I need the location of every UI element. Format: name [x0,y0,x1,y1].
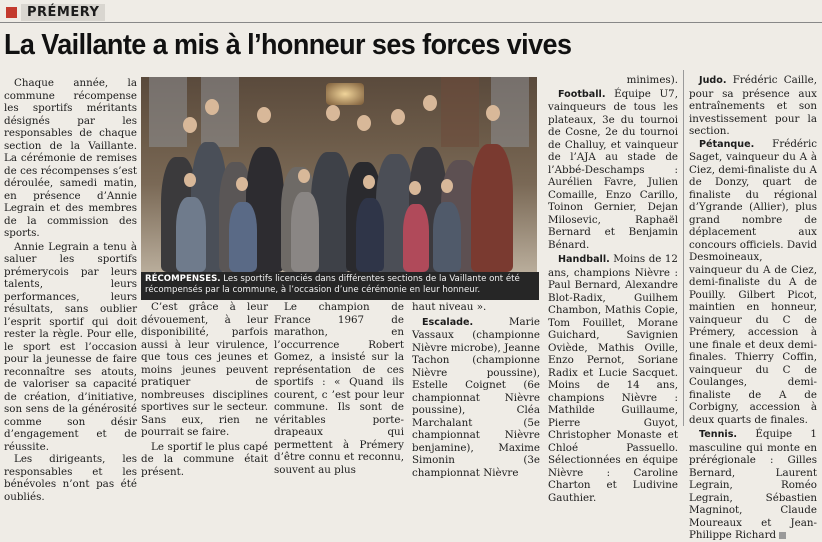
col6-petanque [689,138,817,427]
column-2 [141,287,268,478]
handball-label: Handball. [558,254,610,265]
end-mark-icon [779,532,786,539]
escalade-text: Marie Vassaux (championne Nièvre microbe), Jeanne Tachon (championne Nièvre poussine), Estelle Coignet (6e championnat Nièvre poussine), Cléa Marchalant (5e championnat Nièvre benjamine), Maxime Simonin (3e championnat Nièvre [412,315,540,479]
column-3 [274,301,404,476]
column-4 [412,301,540,479]
caption-label: RÉCOMPENSES. [145,274,221,284]
caption-text: Les sportifs licenciés dans différentes sections de la Vaillante ont été récompensés par la commune, à l’occasion d’une cérémonie en leur honneur. [145,274,520,295]
event-photo [141,77,537,272]
handball-text: Moins de 12 ans, champions Nièvre : Paul Bernard, Alexandre Blot-Radix, Guilhem Chambon, Mathis Copie, Tom Fouillet, Morane Guichard, Savignien Oviède, Mathis Oville, Enzo Pernot, Soriane Radix et Lucie Sacquet. Moins de 14 ans, champions Nièvre : Mathilde Guillaume, Pierre Guyot, Christopher Monaste et Chloé Passuello. Sélectionnées en équipe Nièvre : Caroline Charton et Ludivine Gauthier. [548,253,678,504]
rubric-label: PRÉMERY [21,4,105,21]
col6-tennis [689,428,817,542]
col2-paragraph-2: Le sportif le plus capé de la commune était présent. [141,440,268,478]
football-label: Football. [558,88,606,100]
col5-paragraph-0: minimes). [626,74,678,86]
judo-label: Judo. [699,75,727,86]
col5-handball [548,253,678,504]
petanque-text: Frédéric Saget, vainqueur du A à Ciez, demi-finaliste du A de Donzy, quart de finaliste du régional d’Ygrande (Allier), plus grand nombre de déplacement aux concours officiels. David Desmoineaux, vainqueur du A de Ciez, demi-finaliste du A de Pouilly. Gilbert Picot, maintien en honneur, vainqueur du C de Prémery, accession à une finale et deux demi-finales. Thierry Coffin, vainqueur du C de Coulanges, demi-finaliste de A de Corbigny, accession à deux quarts de finales. [689,137,817,426]
rubric-square-icon [6,7,17,18]
escalade-label: Escalade. [422,316,474,328]
column-6 [689,74,817,542]
football-text: Équipe U7, vainqueurs de tous les plateaux, 3e du tournoi de Cosne, 2e du tournoi de Challuy, et vainqueur de l’AJA au stade de l’Abbé-Deschamps : Aurélien Favre, Julien Comaille, Enzo Carillo, Toinon Gernier, Dejan Milosevic, Raphaël Bernard et Benjamin Bénard. [548,87,678,251]
column-1 [4,77,137,503]
col1-paragraph-2: Annie Legrain a tenu à saluer les sportifs prémerycois par leurs talents, leurs performances, leurs résultats, sans oublier l’esprit sportif qui doit rester la règle. Pour elle, le sport est l’occasion pour la jeunesse de faire reconnaître ses atouts, de valoriser sa capacité de création, d’initiative, son sens de la générosité comme son désir d’engagement et de réussite. [4,240,137,453]
col4-paragraph-1: haut niveau ». [412,301,487,313]
judo-text: Frédéric Caille, pour sa présence aux entraînements et son investissement pour la section. [689,74,817,137]
col1-paragraph-3: Les dirigeants, les responsables et les bénévoles n’ont pas été oubliés. [4,453,137,503]
article-headline: La Vaillante a mis à l’honneur ses forces vives [4,29,572,61]
col5-football [548,88,678,252]
col1-paragraph-1: Chaque année, la commune récompense les sportifs méritants désignés par les responsables de chaque section de la Vaillante. La cérémonie de remises de ces récompenses s’est déroulée, samedi matin, en présence d’Annie Legrain et des membres de la commission des sports. [4,77,137,239]
column-5 [548,74,678,504]
tennis-text: Équipe 1 masculine qui monte en prérégionale : Gilles Bernard, Laurent Legrain, Roméo Legrain, Sébastien Magninot, Claude Moureaux et Jean-Philippe Richard [689,428,817,541]
section-rubric [6,4,105,21]
col2-paragraph-1: C’est grâce à leur dévouement, à leur disponibilité, parfois aussi à leur virulence, que tous ces jeunes et moins jeunes peuvent pratiquer de nombreuses disciplines sportives sur le secteur. Sans eux, rien ne pourrait se faire. [141,301,268,438]
col6-judo [689,74,817,138]
col3-paragraph-1: Le champion de France 1967 de marathon, en l’occurrence Robert Gomez, a insisté sur la représentation de ces sportifs : « Quand ils courent, c ’est pour leur commune. Ils sont de véritables porte-drapeaux qui permettent à Prémery d’être connu et reconnu, souvent au plus [274,301,404,476]
tennis-label: Tennis. [699,429,738,440]
col4-escalade [412,316,540,480]
petanque-label: Pétanque. [699,138,755,150]
column-divider [683,70,684,426]
header-rule [0,22,822,23]
